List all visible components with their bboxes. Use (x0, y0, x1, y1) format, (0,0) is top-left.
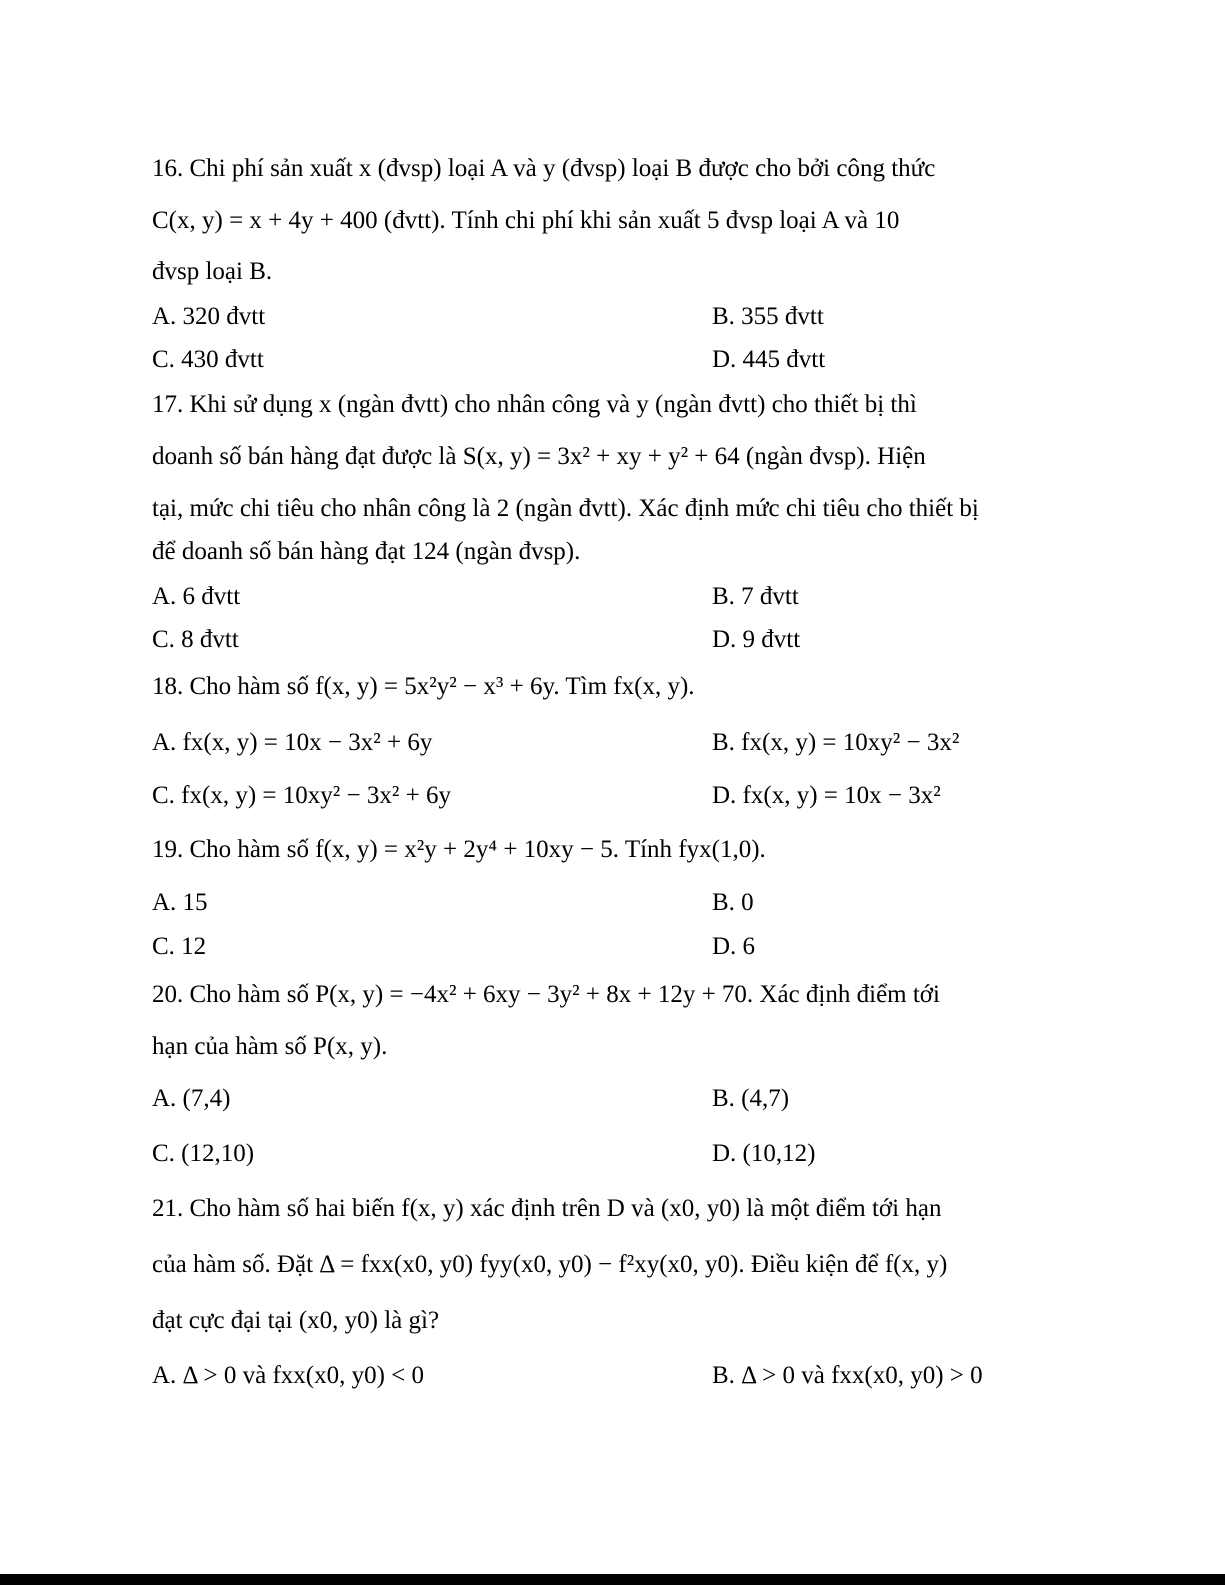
q17-option-a: A. 6 đvtt (152, 583, 241, 610)
q21-line-2: của hàm số. Đặt Δ = fxx(x0, y0) fyy(x0, y0) − f²xy(x0, y0). Điều kiện để f(x, y) (152, 1251, 948, 1278)
q16-line-3: đvsp loại B. (152, 258, 273, 285)
page-bottom-border (0, 1574, 1225, 1585)
q17-option-c: C. 8 đvtt (152, 626, 239, 653)
q20-option-a: A. (7,4) (152, 1085, 231, 1112)
q16-line-1: 16. Chi phí sản xuất x (đvsp) loại A và y (đvsp) loại B được cho bởi công thức (152, 155, 936, 182)
q17-option-d: D. 9 đvtt (712, 626, 801, 653)
q18-option-d: D. fx(x, y) = 10x − 3x² (712, 782, 941, 809)
q18-option-b: B. fx(x, y) = 10xy² − 3x² (712, 729, 960, 756)
q17-line-1: 17. Khi sử dụng x (ngàn đvtt) cho nhân công và y (ngàn đvtt) cho thiết bị thì (152, 391, 917, 418)
q18-option-a: A. fx(x, y) = 10x − 3x² + 6y (152, 729, 433, 756)
q19-option-d: D. 6 (712, 933, 756, 960)
q19-option-b: B. 0 (712, 889, 754, 916)
q19-option-a: A. 15 (152, 889, 208, 916)
q21-line-3: đạt cực đại tại (x0, y0) là gì? (152, 1307, 440, 1334)
q16-option-a: A. 320 đvtt (152, 303, 266, 330)
q20-option-d: D. (10,12) (712, 1140, 816, 1167)
q17-line-4: để doanh số bán hàng đạt 124 (ngàn đvsp). (152, 538, 581, 565)
q20-line-2: hạn của hàm số P(x, y). (152, 1033, 388, 1060)
q16-option-b: B. 355 đvtt (712, 303, 824, 330)
q21-option-a: A. Δ > 0 và fxx(x0, y0) < 0 (152, 1362, 425, 1389)
q17-option-b: B. 7 đvtt (712, 583, 799, 610)
q18-option-c: C. fx(x, y) = 10xy² − 3x² + 6y (152, 782, 451, 809)
q16-option-c: C. 430 đvtt (152, 346, 264, 373)
q17-line-3: tại, mức chi tiêu cho nhân công là 2 (ngàn đvtt). Xác định mức chi tiêu cho thiết bị (152, 495, 979, 522)
q21-line-1: 21. Cho hàm số hai biến f(x, y) xác định trên D và (x0, y0) là một điểm tới hạn (152, 1195, 942, 1222)
q20-option-b: B. (4,7) (712, 1085, 790, 1112)
q19-option-c: C. 12 (152, 933, 207, 960)
q17-line-2: doanh số bán hàng đạt được là S(x, y) = 3x² + xy + y² + 64 (ngàn đvsp). Hiện (152, 443, 926, 470)
q20-line-1: 20. Cho hàm số P(x, y) = −4x² + 6xy − 3y² + 8x + 12y + 70. Xác định điểm tới (152, 981, 940, 1008)
q16-option-d: D. 445 đvtt (712, 346, 826, 373)
q18-line-1: 18. Cho hàm số f(x, y) = 5x²y² − x³ + 6y. Tìm fx(x, y). (152, 673, 695, 700)
q20-option-c: C. (12,10) (152, 1140, 255, 1167)
q19-line-1: 19. Cho hàm số f(x, y) = x²y + 2y⁴ + 10xy − 5. Tính fyx(1,0). (152, 836, 766, 863)
q16-line-2: C(x, y) = x + 4y + 400 (đvtt). Tính chi phí khi sản xuất 5 đvsp loại A và 10 (152, 207, 900, 234)
q21-option-b: B. Δ > 0 và fxx(x0, y0) > 0 (712, 1362, 983, 1389)
